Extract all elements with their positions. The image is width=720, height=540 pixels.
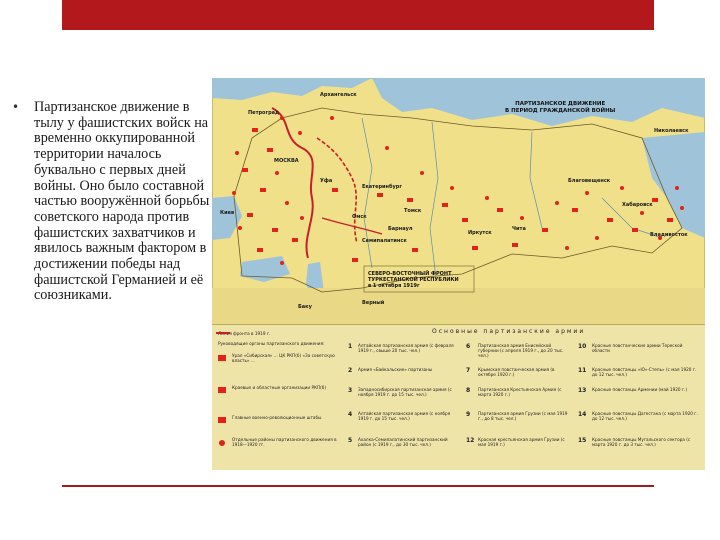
legend-num: 5 bbox=[348, 437, 353, 444]
inset-title-line2: ТУРКЕСТАНСКОЙ РЕСПУБЛИКИ bbox=[368, 277, 459, 283]
legend-regional-orgs: Краевые и областные организации РКП(б) bbox=[232, 385, 326, 390]
legend-symbols bbox=[214, 329, 234, 469]
partisan-map bbox=[212, 78, 705, 470]
river-lena bbox=[530, 132, 542, 228]
legend-num: 8 bbox=[466, 387, 471, 394]
label-barnaul: Барнаул bbox=[388, 226, 413, 232]
southern-lands bbox=[212, 288, 705, 324]
label-chita: Чита bbox=[512, 226, 526, 232]
label-irkutsk: Иркутск bbox=[468, 230, 492, 236]
label-tomsk: Томск bbox=[404, 208, 422, 214]
state-border bbox=[234, 108, 682, 292]
label-blagoveshchensk: Благовещенск bbox=[568, 178, 611, 184]
legend-num: 2 bbox=[348, 367, 353, 374]
label-kiev: Киев bbox=[220, 210, 235, 216]
legend-army-item: Красная крестьянская армия Грузии (с мая 1919 г.) bbox=[478, 437, 565, 447]
legend-army-item: Алтайская партизанская армия (с февраля 1919 г., свыше 20 тыс. чел.) bbox=[358, 343, 454, 353]
label-vladivostok: Владивосток bbox=[650, 232, 688, 238]
inset-title-line3: в 1 октября 1919г bbox=[368, 283, 420, 289]
legend-army-item: Партизанская армия Енисейской губернии (с апреля 1919 г., до 20 тыс. чел.) bbox=[478, 343, 564, 358]
inset-title bbox=[368, 271, 459, 289]
legend-num: 6 bbox=[466, 343, 471, 350]
map-title-line2: В ПЕРИОД ГРАЖДАНСКОЙ ВОЙНЫ bbox=[505, 108, 616, 114]
legend-front-line: Линия фронта в 1919 г. bbox=[218, 331, 271, 336]
legend-army-item: Красные повстанцы Мугальского сектора (с марта 1920 г. до 3 тыс. чел.) bbox=[592, 437, 691, 447]
legend-num: 3 bbox=[348, 387, 353, 394]
black-sea bbox=[240, 256, 290, 282]
legend-army-item: Алтайская партизанская армия (с ноября 1919 г. до 15 тыс. чел.) bbox=[358, 411, 451, 421]
label-verny: Верный bbox=[362, 300, 385, 306]
label-moscow: МОСКВА bbox=[274, 158, 299, 164]
legend-num: 13 bbox=[578, 387, 587, 394]
river-yenisei bbox=[430, 122, 438, 278]
label-baku: Баку bbox=[298, 304, 312, 310]
label-nikolaevsk: Николаевск bbox=[654, 128, 689, 134]
title-bar bbox=[62, 0, 654, 30]
legend-army-item: Красные повстанческие армии Тереской области bbox=[592, 343, 683, 353]
inset-title-line1: СЕВЕРО-ВОСТОЧНЫЙ ФРОНТ bbox=[368, 271, 452, 277]
front-line-south bbox=[322, 218, 382, 234]
legend-heading: Основные партизанские армии bbox=[432, 328, 586, 335]
legend-army-item: Красные повстанцы Армении (май 1920 г.) bbox=[592, 387, 688, 392]
label-ufa: Уфа bbox=[320, 178, 333, 184]
legend-army-item: Красные повстанцы Дагестана (с марта 1920 г. до 12 тыс. чел.) bbox=[592, 411, 698, 421]
legend-army-item: Армия «Байкальские» партизаны bbox=[358, 367, 433, 372]
map-title-line1: ПАРТИЗАНСКОЕ ДВИЖЕНИЕ bbox=[515, 101, 606, 107]
legend-ural-siberia: Урал «Сибирская» ... ЦК РКП(б) «За советскую власть» ... bbox=[232, 353, 335, 363]
legend-num: 4 bbox=[348, 411, 353, 418]
legend-army-item: Красные повстанцы «Ю»-Степь» (с мая 1920 г. до 12 тыс. чел.) bbox=[592, 367, 697, 377]
legend-army-item: Крымская повстанческая армия (в октябре 1920 г.) bbox=[478, 367, 555, 377]
body-text: Партизанское движение в тылу у фашистских войск на временно оккупированной территории началось буквально с первых дней войны. Оно было составной частью вооружённой борьбы советского народа против фашистских захватчиков и явилось важным фактором в достижении победы над фашистской Германией и её союзниками. bbox=[34, 99, 210, 304]
map-title bbox=[505, 101, 615, 115]
legend-num: 10 bbox=[578, 343, 587, 350]
label-ekaterinburg: Екатеринбург bbox=[362, 184, 402, 190]
legend-num: 9 bbox=[466, 411, 471, 418]
legend-partisan-areas: Отдельные районы партизанского движения в 1918—1920 гг. bbox=[232, 437, 337, 447]
label-arkhangelsk: Архангельск bbox=[320, 92, 357, 98]
legend-leadership: Руководящие органы партизанского движения: bbox=[218, 341, 325, 346]
bottom-divider bbox=[62, 485, 654, 487]
legend-army-item: Ахалка-Семипалатинский партизанский район (с 1919 г., до 30 тыс. чел.) bbox=[358, 437, 448, 447]
river-ob bbox=[362, 118, 372, 268]
bullet-icon: • bbox=[12, 100, 20, 114]
legend-army-item: Западносибирская партизанская армия (с ноября 1919 г. до 15 тыс. чел.) bbox=[358, 387, 452, 397]
label-semipalatinsk: Семипалатинск bbox=[362, 238, 407, 244]
label-omsk: Омск bbox=[352, 214, 367, 220]
legend-num: 11 bbox=[578, 367, 587, 374]
label-petrograd: Петроград bbox=[248, 110, 280, 116]
map-legend bbox=[212, 324, 705, 470]
legend-army-item: Партизанская армия Грузии (с мая 1919 г., до 8 тыс. чел.) bbox=[478, 411, 568, 421]
front-line-west bbox=[272, 108, 313, 258]
legend-num: 14 bbox=[578, 411, 587, 418]
legend-num: 15 bbox=[578, 437, 587, 444]
legend-num: 7 bbox=[466, 367, 471, 374]
legend-main-hq: Главные военно-революционные штабы bbox=[232, 415, 322, 420]
legend-army-item: Партизанская Крестьянская Армия (с марта 1920 г.) bbox=[478, 387, 562, 397]
legend-num: 1 bbox=[348, 343, 353, 350]
label-khabarovsk: Хабаровск bbox=[622, 202, 653, 208]
partisan-dots bbox=[232, 116, 684, 265]
pacific-ocean bbox=[642, 132, 705, 238]
legend-num: 12 bbox=[466, 437, 475, 444]
